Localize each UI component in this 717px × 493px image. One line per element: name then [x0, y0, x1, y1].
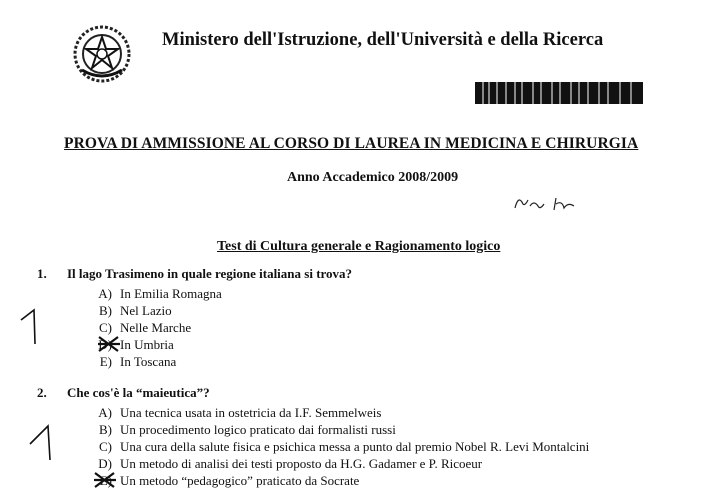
question-2-handwritten-grade — [28, 422, 58, 462]
option-text: Una cura della salute fisica e psichica messa a punto dal premio Nobel R. Levi Montalcini — [120, 439, 590, 454]
option-text: Nel Lazio — [120, 303, 172, 318]
option-letter: B) — [99, 422, 112, 437]
question-2-option-c[interactable] — [84, 439, 589, 455]
option-letter: A) — [98, 405, 112, 420]
question-2-option-b[interactable] — [84, 422, 396, 438]
question-1-option-a[interactable] — [84, 286, 222, 302]
question-1-handwritten-grade — [18, 306, 48, 346]
option-letter: C) — [99, 439, 112, 454]
handwritten-scribble — [512, 192, 582, 214]
option-text: Un metodo “pedagogico” praticato da Socrate — [120, 473, 360, 488]
option-letter: E) — [99, 473, 112, 488]
question-2-option-d[interactable] — [84, 456, 482, 472]
option-text: Una tecnica usata in ostetricia da I.F. Semmelweis — [120, 405, 382, 420]
option-letter: C) — [99, 320, 112, 335]
option-text: Nelle Marche — [120, 320, 192, 335]
option-letter: B) — [99, 303, 112, 318]
option-text: In Umbria — [120, 337, 174, 352]
option-text: In Toscana — [120, 354, 177, 369]
question-1-number: 1. — [37, 266, 47, 281]
option-letter: D) — [98, 337, 112, 352]
question-1-selected-cross-mark — [96, 334, 126, 354]
question-2-number: 2. — [37, 385, 47, 400]
option-letter: E) — [99, 354, 112, 369]
option-letter: D) — [98, 456, 112, 471]
question-2-selected-cross-mark — [92, 470, 122, 490]
question-2-text: Che cos'è la “maieutica”? — [67, 385, 210, 400]
section-title: Test di Cultura generale e Ragionamento logico — [217, 239, 501, 254]
academic-year: Anno Accademico 2008/2009 — [287, 170, 459, 185]
question-1-option-b[interactable] — [84, 303, 172, 319]
question-1-option-e[interactable] — [84, 354, 176, 370]
question-1-text: Il lago Trasimeno in quale regione italiana si trova? — [67, 266, 353, 281]
option-text: In Emilia Romagna — [120, 286, 222, 301]
ministry-header: Ministero dell'Istruzione, dell'Università e della Ricerca — [162, 30, 604, 50]
exam-title: PROVA DI AMMISSIONE AL CORSO DI LAUREA IN MEDICINA E CHIRURGIA — [64, 135, 639, 152]
option-letter: A) — [98, 286, 112, 301]
italian-republic-emblem-icon — [72, 24, 132, 84]
option-text: Un metodo di analisi dei testi proposto da H.G. Gadamer e P. Ricoeur — [120, 456, 483, 471]
question-2-option-e[interactable] — [84, 473, 359, 489]
option-text: Un procedimento logico praticato dai formalisti russi — [120, 422, 396, 437]
redacted-barcode — [475, 80, 643, 106]
question-2-option-a[interactable] — [84, 405, 381, 421]
